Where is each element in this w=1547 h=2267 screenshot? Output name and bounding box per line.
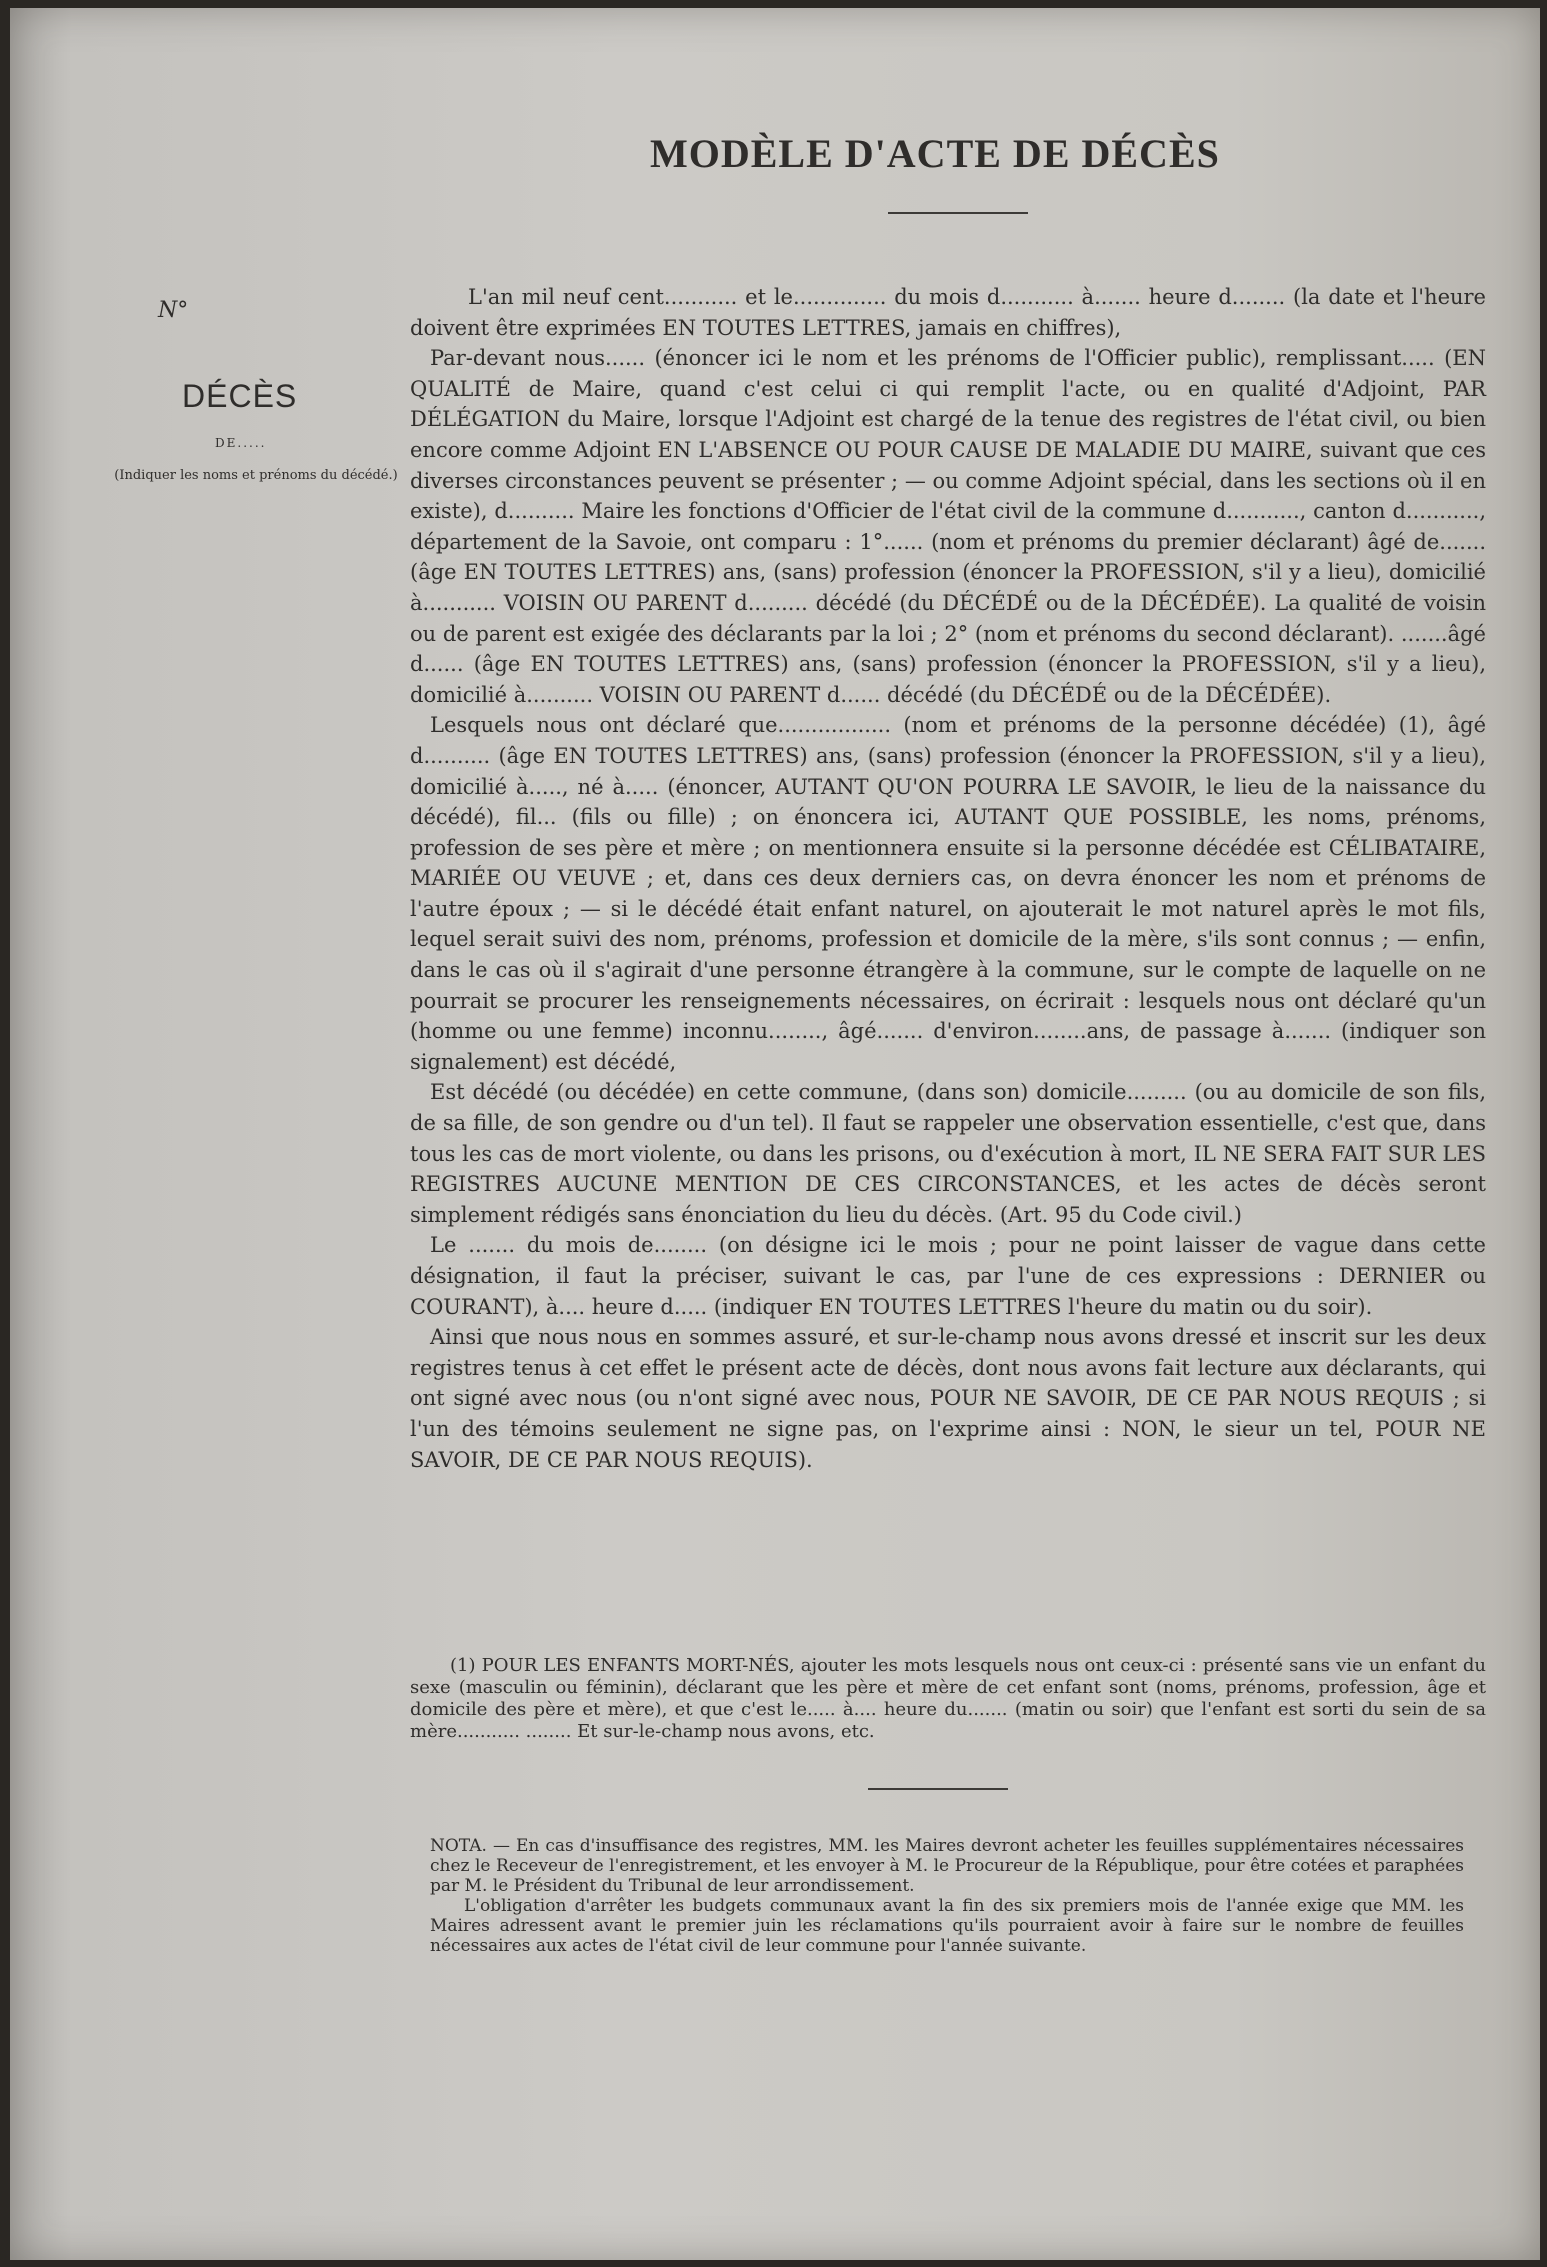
- footnote-divider: [868, 1788, 1008, 1790]
- document-page: [10, 8, 1540, 2260]
- de-label: DE.....: [215, 436, 267, 450]
- paragraph-officer: Par-devant nous...... (énoncer ici le nom et les prénoms de l'Officier public), remplissant..... (EN QUALITÉ de Maire, quand c'est celui ci qui remplit l'acte, ou en qualité d'Adjoint, PAR DÉLÉGATION du Maire, lorsque l'Adjoint est chargé de la tenue des registres de l'état civil, ou bien encore comme Adjoint EN L'ABSENCE OU POUR CAUSE DE MALADIE DU MAIRE, suivant que ces diverses circonstances peuvent se présenter ; — ou comme Adjoint spécial, dans les sections où il en existe), d.......... Maire les fonctions d'Officier de l'état civil de la commune d..........., canton d..........., département de la Savoie, ont comparu : 1°...... (nom et prénoms du premier déclarant) âgé de....... (âge EN TOUTES LETTRES) ans, (sans) profession (énoncer la PROFESSION, s'il y a lieu), domicilié à........... VOISIN OU PARENT d......... décédé (du DÉCÉDÉ ou de la DÉCÉDÉE). La qualité de voisin ou de parent est exigée des déclarants par la loi ; 2° (nom et prénoms du second déclarant). .......âgé d...... (âge EN TOUTES LETTRES) ans, (sans) profession (énoncer la PROFESSION, s'il y a lieu), domicilié à.......... VOISIN OU PARENT d...... décédé (du DÉCÉDÉ ou de la DÉCÉDÉE).: [410, 346, 1486, 707]
- paragraph-time: Le ....... du mois de........ (on désigne ici le mois ; pour ne point laisser de vague dans cette désignation, il faut la préciser, suivant le cas, par l'une de ces expressions : DERNIER ou COURANT), à.... heure d..... (indiquer EN TOUTES LETTRES l'heure du matin ou du soir).: [410, 1233, 1486, 1319]
- title-divider: [888, 212, 1028, 214]
- paragraph-date: L'an mil neuf cent........... et le.............. du mois d........... à....... heure d........ (la date et l'heure doivent être exprimées EN TOUTES LETTRES, jamais en chiffres),: [410, 285, 1486, 340]
- act-body: [410, 282, 1486, 1475]
- paragraph-declaration: Lesquels nous ont déclaré que................. (nom et prénoms de la personne décédée) (1), âgé d.......... (âge EN TOUTES LETTRES) ans, (sans) profession (énoncer la PROFESSION, s'il y a lieu), domicilié à....., né à..... (énoncer, AUTANT QU'ON POURRA LE SAVOIR, le lieu de la naissance du décédé), fil... (fils ou fille) ; on énoncera ici, AUTANT QUE POSSIBLE, les noms, prénoms, profession de ses père et mère ; on mentionnera ensuite si la personne décédée est CÉLIBATAIRE, MARIÉE OU VEUVE ; et, dans ces deux derniers cas, on devra énoncer les nom et prénoms de l'autre époux ; — si le décédé était enfant naturel, on ajouterait le mot naturel après le mot fils, lequel serait suivi des nom, prénoms, profession et domicile de la mère, s'ils sont connus ; — enfin, dans le cas où il s'agirait d'une personne étrangère à la commune, sur le compte de laquelle on ne pourrait se procurer les renseignements nécessaires, on écrirait : lesquels nous ont déclaré qu'un (homme ou une femme) inconnu........, âgé....... d'environ........ans, de passage à....... (indiquer son signalement) est décédé,: [410, 713, 1486, 1074]
- nota-paragraph: NOTA. — En cas d'insuffisance des registres, MM. les Maires devront acheter les feuilles supplémentaires nécessaires chez le Receveur de l'enregistrement, et les envoyer à M. le Procureur de la République, pour être cotées et paraphées par M. le Président du Tribunal de leur arrondissement.: [430, 1836, 1464, 1896]
- footnote: (1) POUR LES ENFANTS MORT-NÉS, ajouter les mots lesquels nous ont ceux-ci : présenté sans vie un enfant du sexe (masculin ou féminin), déclarant que les père et mère de cet enfant sont (noms, prénoms, profession, âge et domicile des père et mère), et que c'est le..... à.... heure du....... (matin ou soir) que l'enfant est sorti du sein de sa mère........... ........ Et sur-le-champ nous avons, etc.: [410, 1655, 1486, 1742]
- paragraph-signature: Ainsi que nous nous en sommes assuré, et sur-le-champ nous avons dressé et inscrit sur les deux registres tenus à cet effet le présent acte de décès, dont nous avons fait lecture aux déclarants, qui ont signé avec nous (ou n'ont signé avec nous, POUR NE SAVOIR, DE CE PAR NOUS REQUIS ; si l'un des témoins seulement ne signe pas, on l'exprime ainsi : NON, le sieur un tel, POUR NE SAVOIR, DE CE PAR NOUS REQUIS).: [410, 1325, 1486, 1472]
- nota-section: [430, 1836, 1464, 1956]
- number-label: N°: [158, 298, 189, 323]
- paragraph-place: Est décédé (ou décédée) en cette commune, (dans son) domicile......... (ou au domicile de son fils, de sa fille, de son gendre ou d'un tel). Il faut se rappeler une observation essentielle, c'est que, dans tous les cas de mort violente, ou dans les prisons, ou d'exécution à mort, IL NE SERA FAIT SUR LES REGISTRES AUCUNE MENTION DE CES CIRCONSTANCES, et les actes de décès seront simplement rédigés sans énonciation du lieu du décès. (Art. 95 du Code civil.): [410, 1080, 1486, 1227]
- deces-label: DÉCÈS: [182, 378, 298, 414]
- margin-instruction: (Indiquer les noms et prénoms du décédé.): [114, 468, 398, 483]
- nota-paragraph: L'obligation d'arrêter les budgets communaux avant la fin des six premiers mois de l'année exige que MM. les Maires adressent avant le premier juin les réclamations qu'ils pourraient avoir à faire sur le nombre de feuilles nécessaires aux actes de l'état civil de leur commune pour l'année suivante.: [430, 1896, 1464, 1956]
- page-title: MODÈLE D'ACTE DE DÉCÈS: [650, 131, 1220, 176]
